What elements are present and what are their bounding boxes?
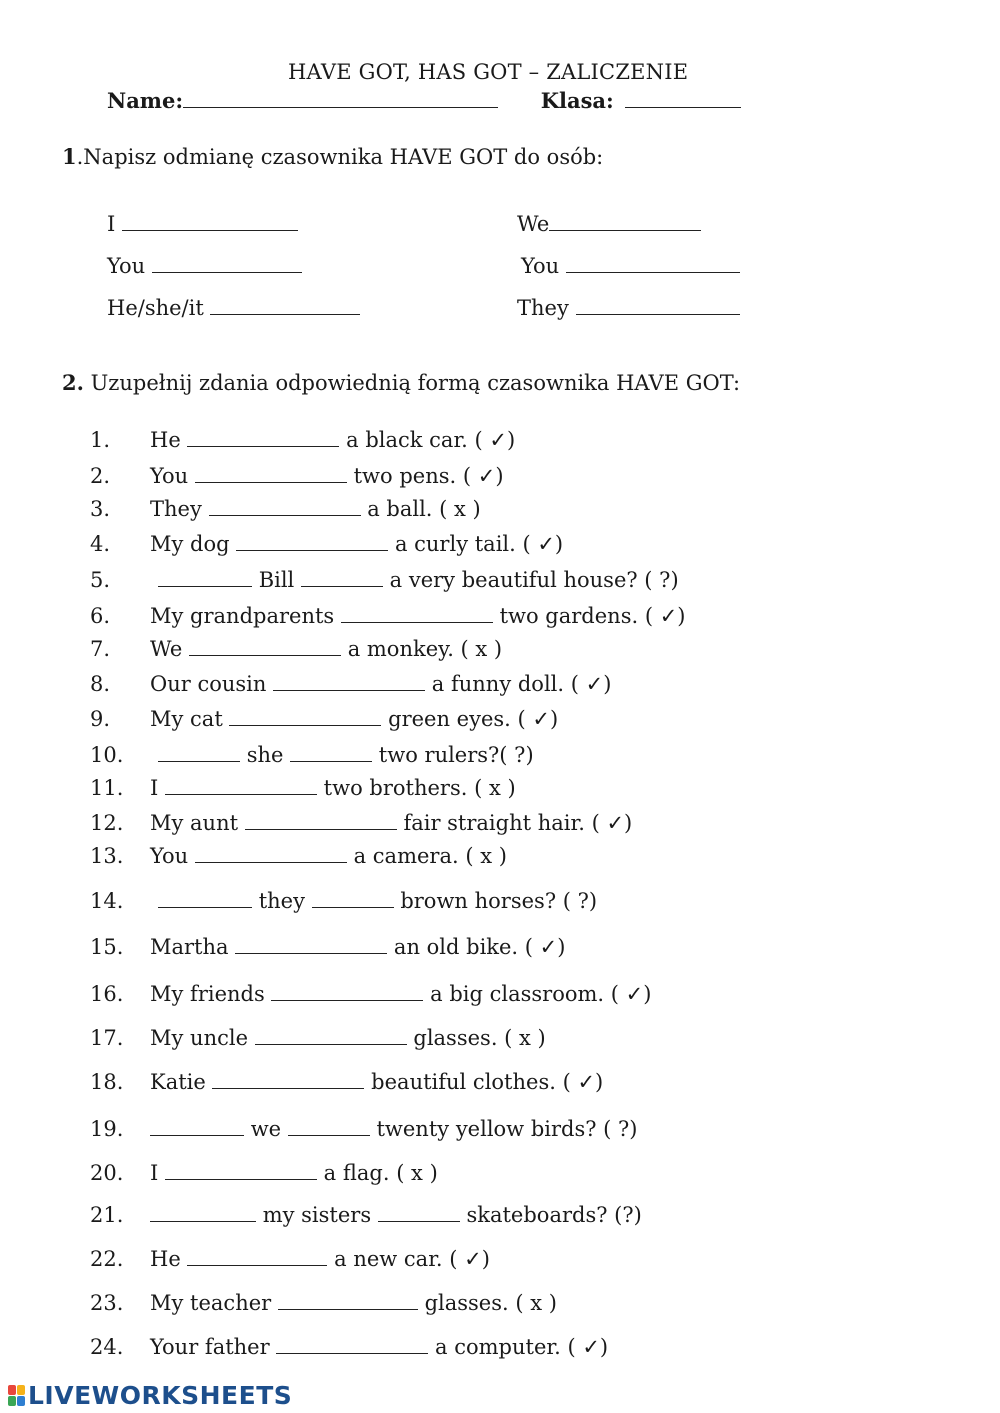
item-sentence [150, 1161, 438, 1185]
item-sentence [150, 1026, 546, 1050]
answer-blank[interactable] [210, 296, 360, 315]
item-text: Our cousin [150, 672, 267, 696]
item-text: two brothers. ( x ) [323, 776, 516, 800]
item-sentence [150, 1203, 642, 1227]
answer-blank[interactable] [576, 296, 740, 315]
page-title: HAVE GOT, HAS GOT – ZALICZENIE [288, 60, 689, 84]
item-number: 12. [90, 811, 124, 835]
item-sentence [150, 497, 481, 521]
conjugation-row: We [517, 212, 701, 236]
item-text: My aunt [150, 811, 239, 835]
conjugation-row: You [107, 254, 302, 278]
item-number: 9. [90, 707, 111, 731]
item-sentence [150, 428, 515, 452]
liveworksheets-logo [8, 1381, 292, 1410]
item-text: a flag. ( x ) [323, 1161, 438, 1185]
answer-blank[interactable] [152, 254, 302, 273]
item-number: 16. [90, 982, 124, 1006]
item-number: 19. [90, 1117, 124, 1141]
answer-blank[interactable] [273, 672, 425, 691]
item-sentence [150, 1335, 608, 1359]
item-number: 17. [90, 1026, 124, 1050]
answer-blank[interactable] [549, 212, 701, 231]
item-text: an old bike. ( ✓) [393, 935, 566, 959]
item-number: 6. [90, 604, 111, 628]
section-2-instruction: 2. Uzupełnij zdania odpowiednią formą czasownika HAVE GOT: [62, 370, 741, 395]
answer-blank[interactable] [301, 568, 383, 587]
item-number: 3. [90, 497, 111, 521]
name-line [107, 88, 741, 113]
answer-blank[interactable] [229, 707, 381, 726]
section-1-number: 1 [62, 144, 77, 169]
item-number: 22. [90, 1247, 124, 1271]
item-sentence [150, 1117, 638, 1141]
item-text: We [150, 637, 183, 661]
class-field[interactable] [625, 89, 741, 108]
item-number: 20. [90, 1161, 124, 1185]
item-number: 24. [90, 1335, 124, 1359]
answer-blank[interactable] [165, 776, 317, 795]
answer-blank[interactable] [195, 844, 347, 863]
item-sentence [150, 1247, 490, 1271]
item-number: 14. [90, 889, 124, 913]
item-text: we [250, 1117, 282, 1141]
answer-blank[interactable] [158, 568, 252, 587]
answer-blank[interactable] [189, 637, 341, 656]
item-sentence [150, 637, 502, 661]
item-text: a camera. ( x ) [353, 844, 507, 868]
item-number: 8. [90, 672, 111, 696]
answer-blank[interactable] [158, 743, 240, 762]
item-number: 7. [90, 637, 111, 661]
answer-blank[interactable] [255, 1026, 407, 1045]
name-label: Name: [107, 88, 184, 113]
item-number: 18. [90, 1070, 124, 1094]
answer-blank[interactable] [165, 1161, 317, 1180]
item-text: a new car. ( ✓) [334, 1247, 490, 1271]
item-text: two pens. ( ✓) [353, 464, 504, 488]
item-text: glasses. ( x ) [424, 1291, 557, 1315]
conjugation-row: I [107, 212, 298, 236]
item-text: Martha [150, 935, 229, 959]
answer-blank[interactable] [209, 497, 361, 516]
item-number: 15. [90, 935, 124, 959]
item-sentence [150, 568, 679, 592]
answer-blank[interactable] [236, 532, 388, 551]
item-text: fair straight hair. ( ✓) [403, 811, 633, 835]
answer-blank[interactable] [122, 212, 298, 231]
item-text: My dog [150, 532, 230, 556]
item-text: brown horses? ( ?) [400, 889, 598, 913]
item-text: green eyes. ( ✓) [388, 707, 559, 731]
item-text: You [150, 844, 189, 868]
answer-blank[interactable] [312, 889, 394, 908]
item-sentence [150, 844, 507, 868]
item-number: 21. [90, 1203, 124, 1227]
item-text: a computer. ( ✓) [435, 1335, 609, 1359]
answer-blank[interactable] [235, 935, 387, 954]
item-text: my sisters [262, 1203, 372, 1227]
item-text: a big classroom. ( ✓) [430, 982, 652, 1006]
item-text: twenty yellow birds? ( ?) [376, 1117, 638, 1141]
answer-blank[interactable] [278, 1291, 418, 1310]
answer-blank[interactable] [566, 254, 740, 273]
item-text: My friends [150, 982, 265, 1006]
item-number: 13. [90, 844, 124, 868]
item-number: 4. [90, 532, 111, 556]
item-text: beautiful clothes. ( ✓) [371, 1070, 604, 1094]
name-field[interactable] [183, 89, 498, 108]
item-text: she [246, 743, 284, 767]
item-sentence [150, 707, 558, 731]
item-text: two gardens. ( ✓) [499, 604, 686, 628]
item-text: My cat [150, 707, 223, 731]
item-text: a ball. ( x ) [367, 497, 481, 521]
item-sentence [150, 1070, 603, 1094]
answer-blank[interactable] [290, 743, 372, 762]
item-text: they [258, 889, 305, 913]
item-number: 2. [90, 464, 111, 488]
answer-blank[interactable] [245, 811, 397, 830]
item-text: My teacher [150, 1291, 272, 1315]
answer-blank[interactable] [158, 889, 252, 908]
item-sentence [150, 1291, 557, 1315]
answer-blank[interactable] [271, 982, 423, 1001]
logo-text: LIVEWORKSHEETS [28, 1381, 293, 1410]
item-sentence [150, 532, 563, 556]
conjugation-row: They [517, 296, 740, 320]
item-sentence [150, 672, 611, 696]
answer-blank[interactable] [378, 1203, 460, 1222]
answer-blank[interactable] [150, 1117, 244, 1136]
item-text: I [150, 776, 159, 800]
item-text: He [150, 1247, 181, 1271]
answer-blank[interactable] [187, 428, 339, 447]
item-text: a monkey. ( x ) [347, 637, 503, 661]
item-text: a very beautiful house? ( ?) [389, 568, 679, 592]
item-sentence [150, 743, 534, 767]
item-sentence [150, 935, 565, 959]
item-sentence [150, 604, 685, 628]
item-number: 23. [90, 1291, 124, 1315]
answer-blank[interactable] [187, 1247, 327, 1266]
section-1-instruction: 1.Napisz odmianę czasownika HAVE GOT do osób: [62, 144, 604, 169]
item-sentence [150, 889, 597, 913]
item-text: My uncle [150, 1026, 248, 1050]
item-text: I [150, 1161, 159, 1185]
item-text: Your father [150, 1335, 270, 1359]
item-number: 10. [90, 743, 124, 767]
answer-blank[interactable] [276, 1335, 428, 1354]
item-sentence [150, 811, 632, 835]
section-2-number: 2. [62, 370, 84, 395]
class-label: Klasa: [540, 88, 614, 113]
item-sentence [150, 464, 504, 488]
item-text: They [150, 497, 202, 521]
item-text: You [150, 464, 189, 488]
item-text: My grandparents [150, 604, 335, 628]
item-number: 5. [90, 568, 111, 592]
item-number: 1. [90, 428, 111, 452]
item-sentence [150, 776, 516, 800]
item-text: Katie [150, 1070, 206, 1094]
item-number: 11. [90, 776, 124, 800]
item-text: glasses. ( x ) [413, 1026, 546, 1050]
item-text: Bill [258, 568, 295, 592]
answer-blank[interactable] [212, 1070, 364, 1089]
answer-blank[interactable] [341, 604, 493, 623]
item-sentence [150, 982, 651, 1006]
item-text: a black car. ( ✓) [346, 428, 516, 452]
item-text: two rulers?( ?) [378, 743, 534, 767]
item-text: a curly tail. ( ✓) [394, 532, 564, 556]
answer-blank[interactable] [195, 464, 347, 483]
answer-blank[interactable] [288, 1117, 370, 1136]
conjugation-row: He/she/it [107, 296, 360, 320]
item-text: He [150, 428, 181, 452]
item-text: skateboards? (?) [466, 1203, 642, 1227]
item-text: a funny doll. ( ✓) [431, 672, 612, 696]
answer-blank[interactable] [150, 1203, 256, 1222]
conjugation-row: You [521, 254, 740, 278]
logo-icon [8, 1385, 26, 1407]
